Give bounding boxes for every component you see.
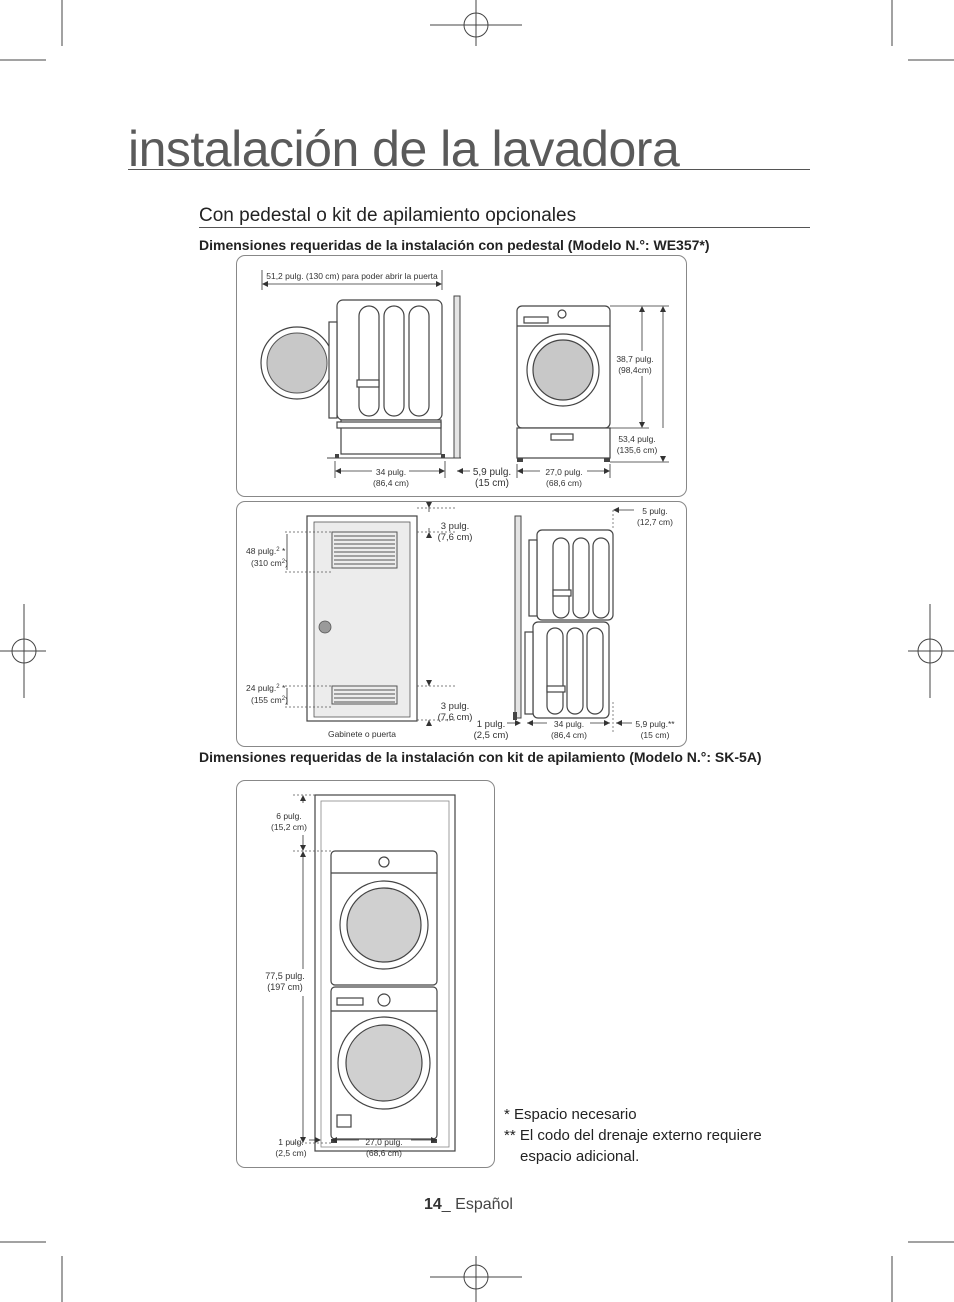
depth-label-cm: (86,4 cm) bbox=[373, 478, 409, 488]
width-label-cm: (68,6 cm) bbox=[546, 478, 582, 488]
cabinet-label: Gabinete o puerta bbox=[327, 729, 397, 739]
stacked-side-view bbox=[525, 530, 613, 718]
page-title: instalación de la lavadora bbox=[128, 121, 680, 177]
door-knob bbox=[319, 621, 331, 633]
washer-front-view bbox=[517, 306, 610, 458]
top-gap-label-cm: (7,6 cm) bbox=[437, 532, 473, 543]
top-gap-label: 3 pulg. bbox=[440, 521, 470, 532]
stack-side-gap-label: 1 pulg. bbox=[278, 1137, 304, 1147]
bottom-vent-area-label-cm: (155 $cm^2$) bbox=[251, 695, 288, 705]
washer-side-view bbox=[329, 300, 442, 454]
footer-language: Español bbox=[455, 1196, 513, 1213]
top-vent-area-label-cm: (310 $cm^2$) bbox=[251, 558, 288, 568]
front-gap-label: 5 pulg. bbox=[642, 506, 668, 516]
bottom-gap-label: 3 pulg. bbox=[440, 701, 470, 712]
top-vent-area-label: 48 pulg.$^2$ * bbox=[246, 546, 286, 556]
front-gap-label-cm: (12,7 cm) bbox=[637, 517, 673, 527]
width-label: 27,0 pulg. bbox=[545, 467, 583, 477]
note-drain-elbow-cont: espacio adicional. bbox=[520, 1148, 640, 1165]
stack-depth-label-cm: (86,4 cm) bbox=[551, 730, 587, 740]
stacking-diagram bbox=[237, 781, 494, 1167]
title-rule bbox=[128, 169, 810, 170]
stack-top-gap-label: 6 pulg. bbox=[276, 811, 302, 821]
side-gap-label-cm: (2,5 cm) bbox=[473, 730, 509, 741]
stack-width-label-cm: (68,6 cm) bbox=[366, 1148, 402, 1158]
depth-label: 34 pulg. bbox=[375, 467, 407, 477]
side-gap-label: 1 pulg. bbox=[476, 719, 506, 730]
bottom-gap-label-cm: (7,6 cm) bbox=[437, 712, 473, 723]
side-wall bbox=[515, 516, 521, 718]
page-number: 14 bbox=[424, 1196, 442, 1213]
stack-top-gap-label-cm: (15,2 cm) bbox=[271, 822, 307, 832]
washer-height-label-cm: (98,4cm) bbox=[618, 365, 652, 375]
stack-height-label-cm: (197 cm) bbox=[267, 982, 303, 992]
cabinet-diagram-panel bbox=[236, 501, 687, 747]
cabinet-diagram bbox=[237, 502, 686, 746]
footer-separator: _ bbox=[441, 1196, 456, 1213]
door-clearance-label: 51,2 pulg. (130 cm) para poder abrir la puerta bbox=[266, 271, 438, 281]
total-height-label: 53,4 pulg. bbox=[618, 434, 656, 444]
section-title: Con pedestal o kit de apilamiento opcionales bbox=[199, 205, 577, 226]
bottom-vent-area-label: 24 pulg.$^2$ * bbox=[246, 683, 286, 693]
stack-width-label: 27,0 pulg. bbox=[365, 1137, 403, 1147]
stack-side-gap-label-cm: (2,5 cm) bbox=[275, 1148, 307, 1158]
stacking-diagram-panel bbox=[236, 780, 495, 1168]
page-footer bbox=[424, 1196, 513, 1214]
rear-gap-label-cm: (15 cm) bbox=[640, 730, 670, 740]
back-clearance-label-cm: (15 cm) bbox=[475, 478, 509, 489]
stack-height-label: 77,5 pulg. bbox=[265, 971, 305, 981]
note-drain-elbow: ** El codo del drenaje externo requiere bbox=[504, 1127, 762, 1144]
washer-height-label: 38,7 pulg. bbox=[616, 354, 654, 364]
door-glass bbox=[267, 333, 327, 393]
note-required-space: * Espacio necesario bbox=[504, 1106, 637, 1123]
subheading-pedestal: Dimensiones requeridas de la instalación con pedestal (Modelo N.°: WE357*) bbox=[199, 237, 710, 253]
stacked-dryer bbox=[331, 851, 437, 985]
notes bbox=[504, 1104, 824, 1167]
back-clearance-label: 5,9 pulg. bbox=[472, 467, 512, 478]
stack-depth-label: 34 pulg. bbox=[553, 719, 585, 729]
pedestal-diagram-panel bbox=[236, 255, 687, 497]
subheading-stacking: Dimensiones requeridas de la instalación con kit de apilamiento (Modelo N.°: SK-5A) bbox=[199, 749, 762, 765]
top-vent bbox=[332, 532, 397, 568]
wall bbox=[454, 296, 460, 458]
total-height-label-cm: (135,6 cm) bbox=[616, 445, 658, 455]
stacked-washer bbox=[331, 987, 437, 1139]
rear-gap-label: 5,9 pulg.** bbox=[635, 719, 675, 729]
section-rule bbox=[199, 227, 810, 228]
bottom-vent bbox=[332, 686, 397, 704]
pedestal-diagram bbox=[237, 256, 686, 496]
